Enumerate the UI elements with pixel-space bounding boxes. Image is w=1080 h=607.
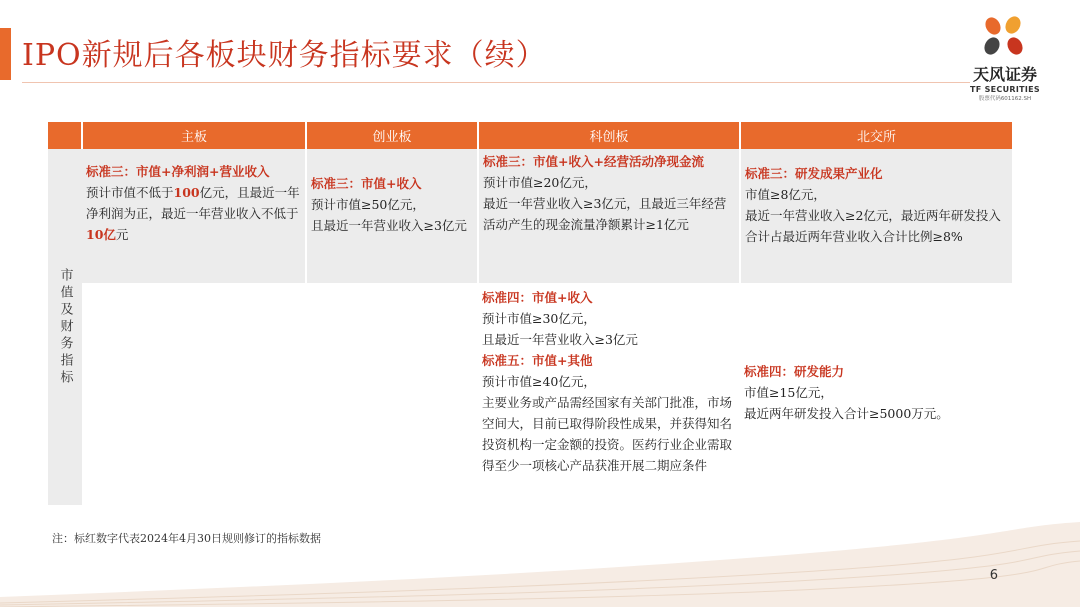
cell-text: 最近一年营业收入≥2亿元，最近两年研发投入合计占最近两年营业收入合计比例≥8% bbox=[745, 208, 1001, 244]
logo-petals-icon bbox=[979, 14, 1031, 60]
bse-standard-4 bbox=[740, 283, 1012, 505]
cell-text: 且最近一年营业收入≥3亿元 bbox=[311, 218, 467, 233]
chinext-standard-3 bbox=[306, 149, 478, 283]
decorative-waves bbox=[0, 517, 1080, 607]
logo-stock-code: 股票代码601162.SH bbox=[978, 96, 1032, 102]
page-number: 6 bbox=[989, 568, 998, 583]
cell-text: 预计市值≥50亿元， bbox=[311, 197, 425, 212]
standard-title: 标准三：市值+收入+经营活动净现金流 bbox=[483, 154, 704, 169]
table-row bbox=[48, 149, 1012, 283]
page-title: IPO新规后各板块财务指标要求（续） bbox=[22, 38, 547, 73]
title-divider bbox=[22, 82, 970, 83]
header-bse: 北交所 bbox=[740, 122, 1012, 149]
standard-title: 标准三：研发成果产业化 bbox=[745, 166, 883, 181]
cell-text: 最近一年营业收入≥3亿元，且最近三年经营活动产生的现金流量净额累计≥1亿元 bbox=[483, 196, 727, 232]
cell-text: 预计市值≥30亿元， bbox=[482, 311, 596, 326]
cell-text: 主要业务或产品需经国家有关部门批准，市场空间大，目前已取得阶段性成果，并获得知名投资机构一定金额的投资。医药行业企业需取得至少一项核心产品获准开展二期应条件 bbox=[482, 395, 733, 473]
header-star-market: 科创板 bbox=[478, 122, 740, 149]
cell-text: 市值≥15亿元， bbox=[744, 385, 833, 400]
star-market-standard-3 bbox=[478, 149, 740, 283]
standard-title: 标准三：市值+收入 bbox=[311, 176, 422, 191]
company-logo bbox=[960, 14, 1050, 112]
table-row bbox=[48, 283, 1012, 505]
standard-title: 标准三：市值+净利润+营业收入 bbox=[86, 164, 270, 179]
main-board-standard-3 bbox=[82, 149, 306, 283]
cell-text: 市值≥8亿元， bbox=[745, 187, 826, 202]
cell-text: 最近两年研发投入合计≥5000万元。 bbox=[744, 406, 949, 421]
standard-title: 标准五：市值+其他 bbox=[482, 353, 593, 368]
requirements-table bbox=[48, 122, 1012, 505]
title-accent-bar bbox=[0, 28, 11, 80]
chinext-empty-cell bbox=[306, 283, 478, 505]
cell-text: 预计市值≥20亿元， bbox=[483, 175, 597, 190]
standard-title: 标准四：研发能力 bbox=[744, 364, 845, 379]
main-board-empty-cell bbox=[82, 283, 306, 505]
cell-text: 且最近一年营业收入≥3亿元 bbox=[482, 332, 638, 347]
star-market-standard-4-5 bbox=[478, 283, 740, 505]
footnote: 注：标红数字代表2024年4月30日规则修订的指标数据 bbox=[52, 532, 321, 545]
header-main-board: 主板 bbox=[82, 122, 306, 149]
logo-name-cn: 天风证券 bbox=[972, 65, 1037, 84]
side-label: 市值及财务指标 bbox=[48, 149, 82, 505]
cell-text: 预计市值≥40亿元， bbox=[482, 374, 596, 389]
cell-text: 预计市值不低于100亿元，且最近一年净利润为正，最近一年营业收入不低于10亿元 bbox=[86, 185, 300, 242]
header-chinext: 创业板 bbox=[306, 122, 478, 149]
standard-title: 标准四：市值+收入 bbox=[482, 290, 593, 305]
bse-standard-3 bbox=[740, 149, 1012, 283]
logo-name-en: TF SECURITIES bbox=[970, 85, 1040, 94]
table-header-row bbox=[48, 122, 1012, 149]
header-blank bbox=[48, 122, 82, 149]
